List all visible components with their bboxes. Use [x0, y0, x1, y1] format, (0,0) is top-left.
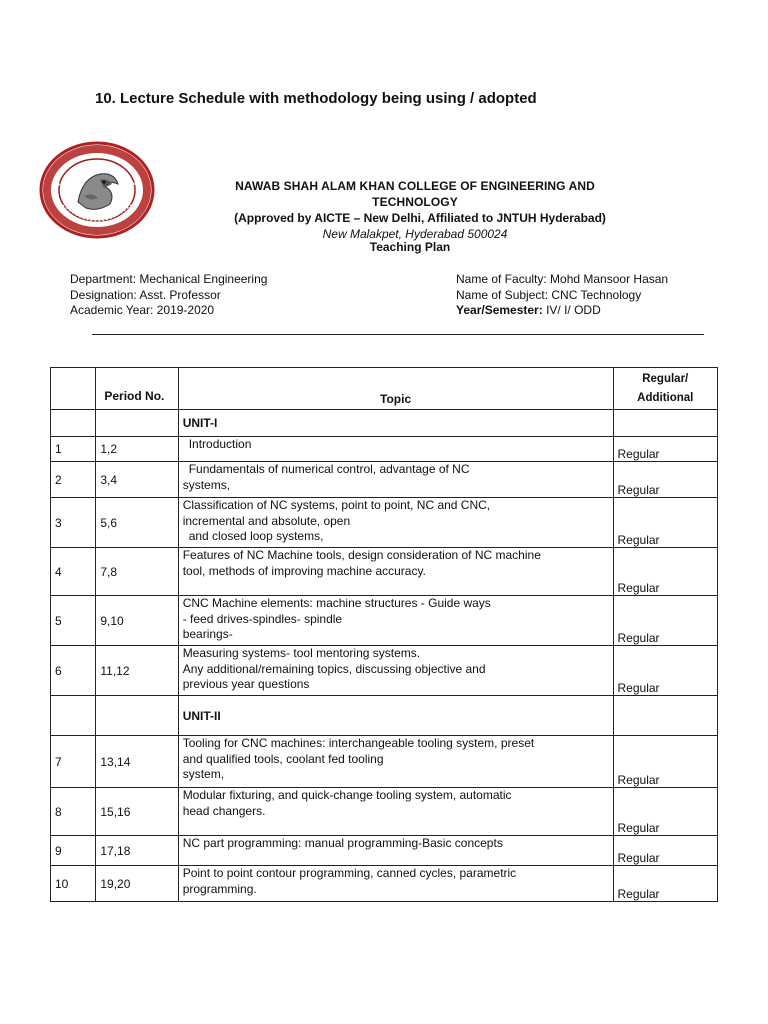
table-row [51, 866, 718, 902]
topic-line: system, [182, 767, 225, 781]
header-period: Period No. [96, 368, 178, 410]
row-topic [178, 437, 613, 462]
topic-line: tool, methods of improving machine accuracy. [182, 563, 426, 578]
designation-line: Designation: Asst. Professor [70, 287, 221, 302]
row-type: Regular [613, 646, 718, 696]
row-period: 19,20 [96, 866, 178, 902]
row-topic [178, 788, 613, 836]
teaching-plan-title: Teaching Plan [369, 240, 451, 254]
row-period: 3,4 [96, 462, 178, 498]
topic-line: systems, [182, 477, 231, 492]
table-row [51, 548, 718, 596]
topic-line: Measuring systems- tool mentoring systems. [182, 646, 421, 660]
header-topic: Topic [178, 368, 613, 410]
row-serial: 9 [51, 836, 96, 866]
row-type: Regular [613, 736, 718, 788]
topic-line: Tooling for CNC machines: interchangeable tooling system, preset [182, 736, 535, 750]
row-serial: 7 [51, 736, 96, 788]
row-topic [178, 836, 613, 866]
topic-line: bearings- [182, 627, 233, 641]
row-topic [178, 548, 613, 596]
row-serial: 4 [51, 548, 96, 596]
row-topic [178, 866, 613, 902]
topic-line: programming. [182, 881, 257, 896]
header-type-line2: Additional [637, 391, 694, 404]
topic-line: and qualified tools, coolant fed tooling [182, 751, 384, 766]
row-type: Regular [613, 437, 718, 462]
unit-label: UNIT-II [178, 696, 613, 736]
header-type-line1: Regular/ [642, 372, 689, 385]
unit-row [51, 696, 718, 736]
topic-line: Introduction [188, 437, 252, 451]
row-serial: 5 [51, 596, 96, 646]
unit1-rows [51, 437, 718, 696]
row-period: 15,16 [96, 788, 178, 836]
topic-line: incremental and absolute, open [182, 513, 351, 528]
table-header-row [51, 368, 718, 410]
topic-line: - feed drives-spindles- spindle [182, 611, 343, 626]
unit2-rows [51, 736, 718, 902]
college-name: NAWAB SHAH ALAM KHAN COLLEGE OF ENGINEERING AND TECHNOLOGY [235, 179, 595, 209]
table-row [51, 462, 718, 498]
info-right-block [456, 272, 668, 319]
faculty-line: Name of Faculty: Mohd Mansoor Hasan [456, 272, 669, 286]
info-left-block [70, 272, 267, 319]
row-topic [178, 462, 613, 498]
row-serial: 2 [51, 462, 96, 498]
teaching-plan-table [50, 367, 718, 902]
header-type [613, 368, 718, 410]
table-row [51, 596, 718, 646]
row-serial: 3 [51, 498, 96, 548]
row-period: 7,8 [96, 548, 178, 596]
row-period: 17,18 [96, 836, 178, 866]
college-header [200, 178, 630, 242]
topic-line: Features of NC Machine tools, design consideration of NC machine [182, 548, 541, 562]
year-semester-label: Year/Semester: [456, 303, 543, 317]
topic-line: previous year questions [182, 677, 310, 691]
table-row [51, 646, 718, 696]
college-approval: (Approved by AICTE – New Delhi, Affiliated to JNTUH Hyderabad) [234, 211, 606, 225]
year-semester-value: IV/ I/ ODD [542, 303, 601, 317]
row-type: Regular [613, 548, 718, 596]
topic-line: CNC Machine elements: machine structures - Guide ways [182, 596, 491, 610]
row-period: 13,14 [96, 736, 178, 788]
table-row [51, 437, 718, 462]
row-topic [178, 596, 613, 646]
row-type: Regular [613, 866, 718, 902]
college-address: New Malakpet, Hyderabad 500024 [322, 227, 508, 241]
horizontal-divider [92, 334, 704, 335]
topic-line: Classification of NC systems, point to point, NC and CNC, [182, 498, 491, 512]
department-line: Department: Mechanical Engineering [70, 272, 268, 286]
row-topic [178, 498, 613, 548]
row-period: 9,10 [96, 596, 178, 646]
topic-line: Modular fixturing, and quick-change tooling system, automatic [182, 788, 512, 802]
topic-line: and closed loop systems, [188, 529, 324, 543]
row-type: Regular [613, 836, 718, 866]
topic-line: Any additional/remaining topics, discussing objective and [182, 661, 486, 676]
row-type: Regular [613, 498, 718, 548]
topic-line: Fundamentals of numerical control, advantage of NC [188, 462, 470, 476]
row-period: 11,12 [96, 646, 178, 696]
row-period: 5,6 [96, 498, 178, 548]
unit-row [51, 410, 718, 437]
topic-line: Point to point contour programming, canned cycles, parametric [182, 866, 517, 880]
college-seal-icon [38, 140, 156, 240]
row-topic [178, 736, 613, 788]
row-serial: 6 [51, 646, 96, 696]
row-type: Regular [613, 596, 718, 646]
unit-label: UNIT-I [178, 410, 613, 437]
row-serial: 10 [51, 866, 96, 902]
row-serial: 8 [51, 788, 96, 836]
header-serial [51, 368, 96, 410]
table-row [51, 788, 718, 836]
table-row [51, 736, 718, 788]
row-topic [178, 646, 613, 696]
row-serial: 1 [51, 437, 96, 462]
row-type: Regular [613, 788, 718, 836]
topic-line: NC part programming: manual programming-Basic concepts [182, 836, 503, 850]
table-row [51, 836, 718, 866]
page-heading: 10. Lecture Schedule with methodology being using / adopted [95, 90, 537, 107]
row-period: 1,2 [96, 437, 178, 462]
academic-year-line: Academic Year: 2019-2020 [70, 303, 215, 317]
year-semester-line [456, 303, 668, 319]
row-type: Regular [613, 462, 718, 498]
table-row [51, 498, 718, 548]
topic-line: head changers. [182, 803, 266, 818]
subject-line: Name of Subject: CNC Technology [456, 287, 642, 302]
